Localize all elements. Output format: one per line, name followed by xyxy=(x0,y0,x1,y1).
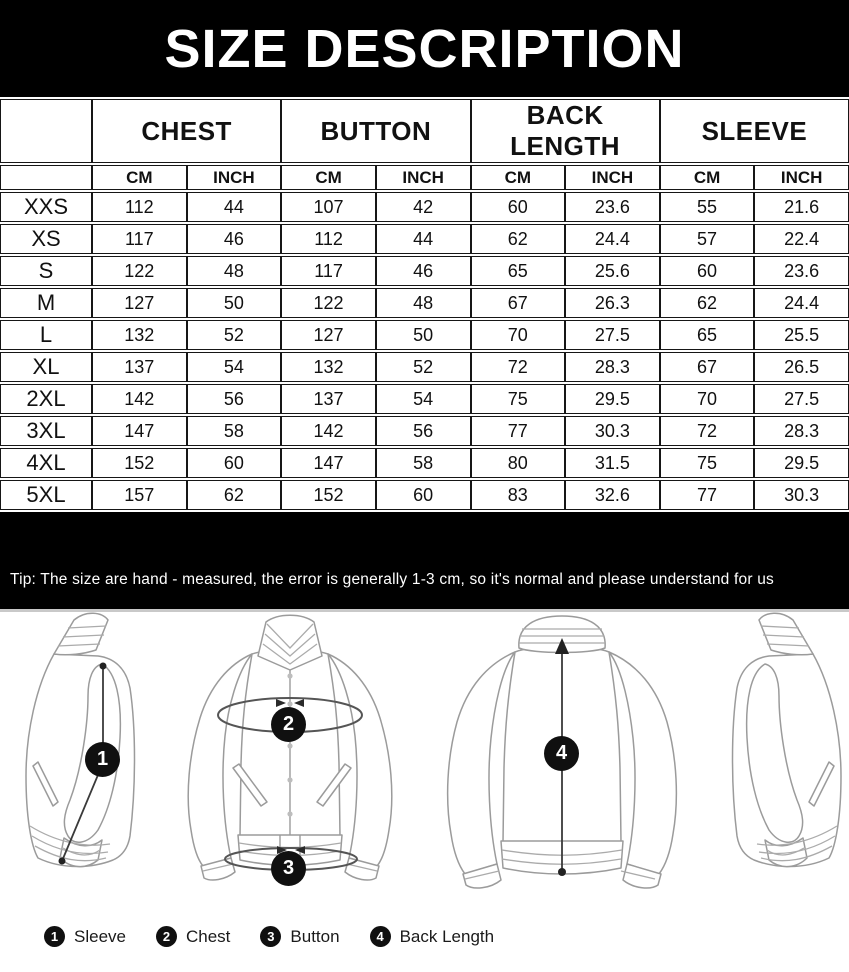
legend-badge-chest: 2 xyxy=(156,926,177,947)
size-value: 30.3 xyxy=(565,416,660,446)
size-value: 55 xyxy=(660,192,755,222)
legend-label-button: Button xyxy=(290,926,340,946)
size-table-body xyxy=(0,192,849,510)
size-value: 152 xyxy=(281,480,376,510)
size-value: 44 xyxy=(187,192,282,222)
measure-group-header-row xyxy=(0,99,849,163)
legend-badge-back-length: 4 xyxy=(370,926,391,947)
size-label: 4XL xyxy=(0,448,92,478)
corner-cell xyxy=(0,165,92,190)
table-row xyxy=(0,480,849,510)
size-value: 142 xyxy=(92,384,187,414)
size-value: 70 xyxy=(471,320,566,350)
size-label: XL xyxy=(0,352,92,382)
size-label: L xyxy=(0,320,92,350)
measure-legend xyxy=(44,926,494,947)
unit-header: INCH xyxy=(754,165,849,190)
size-value: 58 xyxy=(187,416,282,446)
size-value: 60 xyxy=(187,448,282,478)
table-row xyxy=(0,288,849,318)
size-value: 83 xyxy=(471,480,566,510)
diagram-marker-back-length: 4 xyxy=(544,736,579,771)
unit-header: CM xyxy=(471,165,566,190)
size-label: 2XL xyxy=(0,384,92,414)
size-value: 117 xyxy=(281,256,376,286)
legend-item-sleeve xyxy=(44,926,126,947)
size-value: 30.3 xyxy=(754,480,849,510)
size-value: 46 xyxy=(376,256,471,286)
size-value: 72 xyxy=(471,352,566,382)
size-value: 127 xyxy=(281,320,376,350)
size-value: 75 xyxy=(471,384,566,414)
legend-item-button xyxy=(260,926,339,947)
size-label: XS xyxy=(0,224,92,254)
size-value: 62 xyxy=(471,224,566,254)
unit-header: INCH xyxy=(376,165,471,190)
legend-label-sleeve: Sleeve xyxy=(74,926,126,946)
size-label: S xyxy=(0,256,92,286)
size-value: 56 xyxy=(187,384,282,414)
unit-header: CM xyxy=(660,165,755,190)
size-value: 50 xyxy=(187,288,282,318)
unit-header: INCH xyxy=(187,165,282,190)
size-value: 29.5 xyxy=(565,384,660,414)
legend-badge-sleeve: 1 xyxy=(44,926,65,947)
size-value: 67 xyxy=(471,288,566,318)
size-value: 72 xyxy=(660,416,755,446)
jacket-side-view-left-illustration xyxy=(18,608,148,904)
size-value: 80 xyxy=(471,448,566,478)
size-value: 62 xyxy=(187,480,282,510)
size-value: 112 xyxy=(281,224,376,254)
size-value: 22.4 xyxy=(754,224,849,254)
size-value: 122 xyxy=(281,288,376,318)
size-value: 60 xyxy=(471,192,566,222)
table-row xyxy=(0,256,849,286)
size-label: 5XL xyxy=(0,480,92,510)
unit-header: INCH xyxy=(565,165,660,190)
size-value: 58 xyxy=(376,448,471,478)
size-value: 21.6 xyxy=(754,192,849,222)
size-table-section xyxy=(0,97,849,512)
table-row xyxy=(0,224,849,254)
size-value: 48 xyxy=(187,256,282,286)
size-value: 142 xyxy=(281,416,376,446)
size-table xyxy=(0,97,849,512)
size-value: 29.5 xyxy=(754,448,849,478)
size-label: 3XL xyxy=(0,416,92,446)
size-value: 50 xyxy=(376,320,471,350)
size-value: 24.4 xyxy=(754,288,849,318)
size-value: 26.5 xyxy=(754,352,849,382)
size-value: 25.6 xyxy=(565,256,660,286)
table-row xyxy=(0,352,849,382)
size-value: 26.3 xyxy=(565,288,660,318)
unit-header: CM xyxy=(281,165,376,190)
legend-label-chest: Chest xyxy=(185,926,231,946)
size-value: 31.5 xyxy=(565,448,660,478)
group-header: BUTTON xyxy=(281,99,470,163)
size-value: 122 xyxy=(92,256,187,286)
tip-band xyxy=(0,512,849,612)
table-row xyxy=(0,320,849,350)
tip-text: Tip: The size are hand - measured, the error is generally 1-3 cm, so it's normal and please understand for us xyxy=(10,571,774,588)
group-header: CHEST xyxy=(92,99,281,163)
unit-header: CM xyxy=(92,165,187,190)
size-value: 56 xyxy=(376,416,471,446)
size-value: 42 xyxy=(376,192,471,222)
size-value: 137 xyxy=(281,384,376,414)
diagram-marker-button: 3 xyxy=(271,851,306,886)
size-value: 112 xyxy=(92,192,187,222)
size-value: 52 xyxy=(187,320,282,350)
size-label: M xyxy=(0,288,92,318)
group-header: SLEEVE xyxy=(660,99,849,163)
size-value: 46 xyxy=(187,224,282,254)
table-row xyxy=(0,384,849,414)
size-value: 28.3 xyxy=(754,416,849,446)
size-value: 23.6 xyxy=(754,256,849,286)
size-label: XXS xyxy=(0,192,92,222)
unit-header-row xyxy=(0,165,849,190)
jacket-side-view-right-illustration xyxy=(719,608,849,904)
diagram-marker-sleeve: 1 xyxy=(85,742,120,777)
size-value: 57 xyxy=(660,224,755,254)
size-value: 137 xyxy=(92,352,187,382)
size-value: 32.6 xyxy=(565,480,660,510)
size-value: 24.4 xyxy=(565,224,660,254)
legend-item-back-length xyxy=(370,926,495,947)
size-value: 132 xyxy=(281,352,376,382)
size-value: 147 xyxy=(92,416,187,446)
size-value: 52 xyxy=(376,352,471,382)
legend-label-back-length: Back Length xyxy=(399,926,495,946)
size-value: 67 xyxy=(660,352,755,382)
size-value: 60 xyxy=(376,480,471,510)
size-value: 28.3 xyxy=(565,352,660,382)
table-row xyxy=(0,192,849,222)
size-value: 70 xyxy=(660,384,755,414)
title-banner xyxy=(0,0,849,97)
size-value: 27.5 xyxy=(565,320,660,350)
corner-cell xyxy=(0,99,92,163)
table-row xyxy=(0,448,849,478)
size-value: 127 xyxy=(92,288,187,318)
size-value: 27.5 xyxy=(754,384,849,414)
page-title: SIZE DESCRIPTION xyxy=(164,18,685,79)
size-value: 157 xyxy=(92,480,187,510)
size-value: 77 xyxy=(471,416,566,446)
size-value: 132 xyxy=(92,320,187,350)
size-value: 117 xyxy=(92,224,187,254)
size-value: 77 xyxy=(660,480,755,510)
size-value: 107 xyxy=(281,192,376,222)
size-value: 54 xyxy=(187,352,282,382)
size-value: 23.6 xyxy=(565,192,660,222)
size-value: 62 xyxy=(660,288,755,318)
size-value: 44 xyxy=(376,224,471,254)
size-value: 25.5 xyxy=(754,320,849,350)
size-value: 65 xyxy=(660,320,755,350)
table-row xyxy=(0,416,849,446)
jacket-diagrams xyxy=(0,612,849,972)
size-value: 147 xyxy=(281,448,376,478)
legend-item-chest xyxy=(156,926,230,947)
size-value: 75 xyxy=(660,448,755,478)
size-value: 60 xyxy=(660,256,755,286)
size-value: 152 xyxy=(92,448,187,478)
diagram-marker-chest: 2 xyxy=(271,707,306,742)
group-header: BACK LENGTH xyxy=(471,99,660,163)
size-value: 65 xyxy=(471,256,566,286)
legend-badge-button: 3 xyxy=(260,926,281,947)
size-value: 54 xyxy=(376,384,471,414)
size-value: 48 xyxy=(376,288,471,318)
